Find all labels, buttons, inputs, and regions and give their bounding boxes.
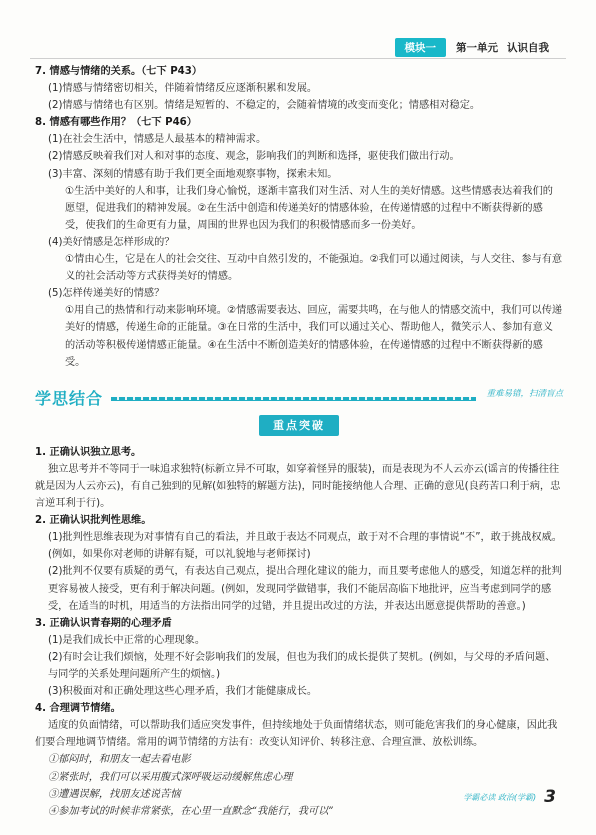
k3-item-1: (1)是我们成长中正常的心理现象。 [48,634,206,646]
k4-note-4: ④参加考试的时候非常紧张，在心里一直默念“我能行，我可以” [48,805,334,817]
unit-title: 认识自我 [507,42,549,54]
focus-badge: 重点突破 [259,415,339,436]
footer-text: 学霸必读 政治(学霸) [463,793,537,802]
k2-item-1: (1)批判性思维表现为对事情有自己的看法，并且敢于表达不同观点，敢于对不合理的事情说“不”，敢于挑战权威。(例如，如果你对老师的讲解有疑，可以礼貌地与老师探讨) [48,532,562,561]
k2-title: 2. 正确认识批判性思维。 [35,515,152,527]
page-footer [463,787,556,807]
k4-note-2: ②紧张时，我们可以采用腹式深呼吸运动缓解焦虑心理 [48,771,293,783]
k4-title: 4. 合理调节情绪。 [35,703,121,715]
page-number: 3 [544,787,556,807]
section-slogan: 重难易错，扫清盲点 [486,388,563,399]
k4-note-3: ③遭遇误解，找朋友述说苦恼 [48,788,181,800]
page-content [35,63,563,820]
k2-item-2: (2)批判不仅要有质疑的勇气，有表达自己观点，提出合理化建议的能力，而且要考虑他人的感受，知道怎样的批判更容易被人接受，更有利于解决问题。(例如，发现同学做错事，我们不能居高临下地批评，应当考虑到同学的感受，在适当的时机，用适当的方法指出同学的过错，并且提出改过的方法，并表达出愿意提供帮助的善意。) [48,566,562,612]
q7-item-1: (1)情感与情绪密切相关，伴随着情绪反应逐渐积累和发展。 [48,83,318,95]
unit-label: 第一单元 [456,42,498,54]
q8-item-4-detail: ①情由心生，它是在人的社会交往、互动中自然引发的，不能强迫。②我们可以通过阅读，与人交往、参与有意义的社会活动等方式获得美好的情感。 [65,254,563,283]
k4-note-1: ①郁闷时，和朋友一起去看电影 [48,754,191,766]
q8-item-3: (3)丰富、深刻的情感有助于我们更全面地观察事物，探索未知。 [48,168,338,180]
q7-title: 7. 情感与情绪的关系。（七下 P43） [35,66,203,77]
header-divider [30,58,566,59]
k1-title: 1. 正确认识独立思考。 [35,446,142,458]
k4-text: 适度的负面情绪，可以帮助我们适应突发事件，但持续地处于负面情绪状态，则可能危害我们的身心健康，因此我们要合理地调节情绪。常用的调节情绪的方法有：改变认知评价、转移注意、合理宣泄、放松训练。 [35,720,558,749]
q8-item-5-detail: ①用自己的热情和行动来影响环境。②情感需要表达、回应，需要共鸣，在与他人的情感交流中，我们可以传递美好的情感，传递生命的正能量。③在日常的生活中，我们可以通过关心、帮助他人，微笑示人、参加有意义的活动等积极传递情感正能量。④在生活中不断创造美好的情感体验，在传递情感的过程中不断获得新的感受。 [65,305,563,368]
k3-item-3: (3)积极面对和正确处理这些心理矛盾，我们才能健康成长。 [48,686,318,698]
k1-text: 独立思考并不等同于一味追求独特(标新立异不可取，如穿着怪异的服装)，而是表现为不人云亦云(谣言的传播往往就是因为人云亦云)，有自己独到的见解(如独特的解题方法)，同时能接纳他人合理、正确的意见(良药苦口利于病，忠言逆耳利于行)。 [35,463,561,510]
section-header [35,377,563,407]
k3-item-2: (2)有时会让我们烦恼，处理不好会影响我们的发展，但也为我们的成长提供了契机。(例如，与父母的矛盾问题、与同学的关系处理问题所产生的烦恼。) [48,651,556,680]
q8-item-5: (5)怎样传递美好的情感？ [48,288,165,300]
section-bar [111,397,476,401]
q8-item-2: (2)情感反映着我们对人和对事的态度、观念，影响我们的判断和选择，驱使我们做出行动。 [48,151,460,163]
q8-title: 8. 情感有哪些作用？（七下 P46） [35,117,197,129]
k3-title: 3. 正确认识青春期的心理矛盾 [35,617,172,629]
page-header [395,38,559,57]
q8-item-4: (4)美好情感是怎样形成的？ [48,236,175,248]
q8-item-1: (1)在社会生活中，情感是人最基本的精神需求。 [48,134,267,146]
section-title: 学思结合 [35,388,104,408]
module-badge: 模块一 [395,38,447,57]
q8-item-3-detail: ①生活中美好的人和事，让我们身心愉悦，逐渐丰富我们对生活、对人生的美好情感。这些情感表达着我们的愿望，促进我们的精神发展。②在生活中创造和传递美好的情感体验，在传递情感的过程中不断获得新的感受，使我们的生命更有力量，周围的世界也因为我们的积极情感而多一份美好。 [65,185,553,231]
q7-item-2: (2)情感与情绪也有区别。情绪是短暂的、不稳定的，会随着情境的改变而变化；情感相对稳定。 [48,100,481,112]
